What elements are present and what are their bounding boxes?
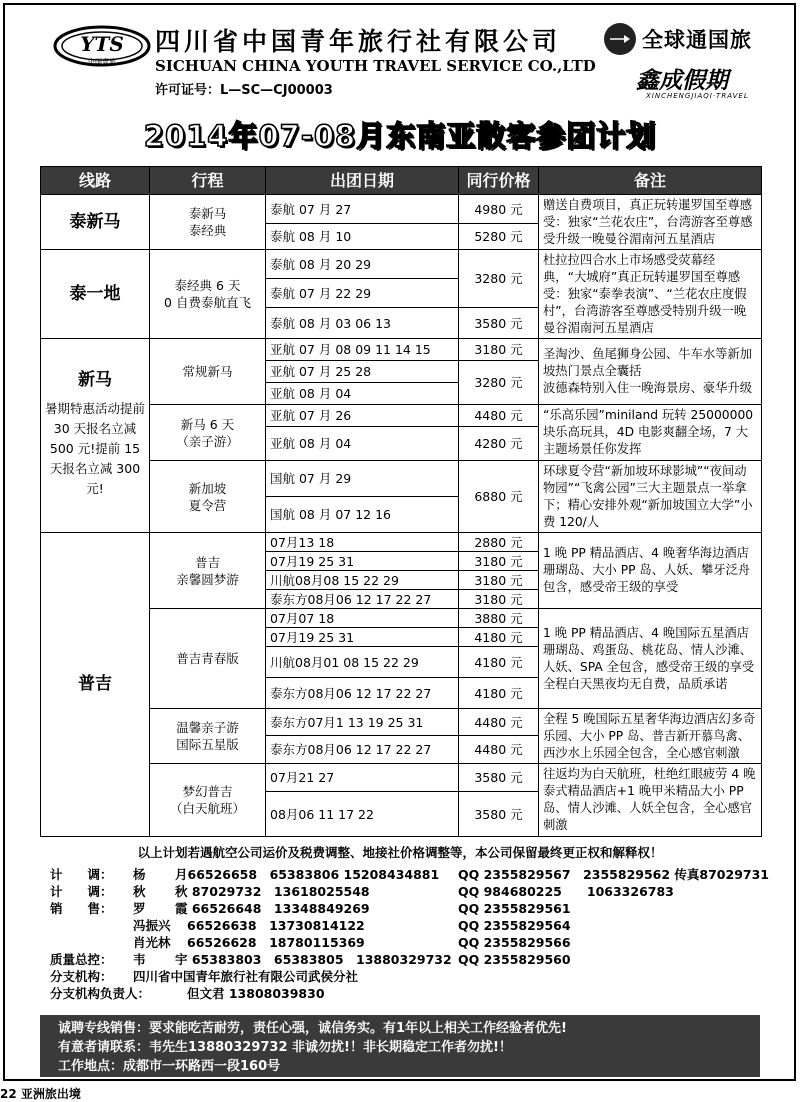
- contact-qq: QQ 2355829560: [458, 952, 571, 967]
- price-cell: 3180 元: [459, 552, 539, 571]
- note-cell: 赠送自费项目，真正玩转暹罗国至尊感受：独家“兰花农庄”，台湾游客至尊感受升级一晚曼谷湄南河五星酒店: [539, 195, 762, 250]
- note-cell: 环球夏令营“新加坡环球影城”“夜间动物园”“飞禽公园”三大主题景点一举拿下；精心安排外观“新加坡国立大学”小费 120/人: [539, 461, 762, 533]
- price-cell: 3880 元: [459, 609, 539, 628]
- price-cell: 3580 元: [459, 764, 539, 792]
- itinerary: 新加坡 夏令营: [150, 461, 266, 533]
- price-cell: 3580 元: [459, 308, 539, 339]
- table-header-row: [41, 167, 762, 195]
- note-cell: 1 晚 PP 精品酒店、4 晚国际五星酒店珊瑚岛、鸡蛋岛、桃花岛、情人沙滩、人妖、SPA 全包含，感受帝王级的享受 全程白天黑夜均无自费，品质承诺: [539, 609, 762, 709]
- page-footer: [0, 1085, 81, 1102]
- table-row: [41, 709, 762, 736]
- itinerary: 泰经典 6 天 0 自费泰航直飞: [150, 250, 266, 339]
- contact-phone: 66526628 18780115369: [187, 935, 365, 950]
- price-cell: 6880 元: [459, 461, 539, 533]
- price-cell: 4180 元: [459, 647, 539, 678]
- recruitment-banner: [40, 1015, 760, 1077]
- contact-role: 销 售：: [50, 901, 113, 916]
- page-title: [0, 114, 800, 155]
- license-number: 许可证号：L—SC—CJ00003: [155, 83, 333, 98]
- recruit-line: 诚聘专线销售：要求能吃苦耐劳，责任心强，诚信务实。有1年以上相关工作经验者优先!: [58, 1021, 567, 1036]
- promo-text: 暑期特惠活动提前 30 天报名立减 500 元!提前 15 天报名立减 300 元!: [45, 401, 146, 496]
- company-name-en: SICHUAN CHINA YOUTH TRAVEL SERVICE CO.,LTD: [155, 57, 596, 75]
- price-cell: 3580 元: [459, 792, 539, 837]
- publication-name: 亚洲旅出境: [20, 1087, 81, 1101]
- table-row: [41, 533, 762, 552]
- contact-role: 质量总控：: [50, 952, 113, 967]
- brand-xincheng-sub: XINCHENGJIAQI·TRAVEL: [646, 92, 749, 100]
- date-cell: 国航 08 月 07 12 16: [266, 497, 459, 533]
- contact-qq: QQ 2355829564: [458, 918, 571, 933]
- date-cell: 泰东方07月1 13 19 25 31: [266, 709, 459, 736]
- contact-phone: 秋 87029732 13618025548: [175, 884, 370, 899]
- date-cell: 国航 07 月 29: [266, 461, 459, 497]
- company-name-cn: 四川省中国青年旅行社有限公司: [155, 27, 562, 56]
- contact-name: 秋: [133, 884, 171, 899]
- price-cell: 5280 元: [459, 224, 539, 250]
- contact-role: 分支机构：: [50, 969, 113, 984]
- contact-name: 冯振兴: [133, 918, 171, 933]
- date-cell: 亚航 08 月 04: [266, 383, 459, 405]
- table-row: [41, 461, 762, 497]
- date-cell: 泰航 07 月 27: [266, 195, 459, 224]
- route-name: 泰一地: [41, 250, 150, 339]
- tour-plan-table: [40, 166, 762, 837]
- contact-phone: 霞 66526648 13348849269: [175, 901, 370, 916]
- table-row: [41, 764, 762, 792]
- contact-name: 韦: [133, 952, 171, 967]
- disclaimer: 以上计划若遇航空公司运价及税费调整、地接社价格调整等，本公司保留最终更正权和解释权！: [137, 845, 663, 860]
- price-cell: 4480 元: [459, 405, 539, 427]
- table-row: [41, 195, 762, 224]
- date-cell: 泰东方08月06 12 17 22 27: [266, 678, 459, 709]
- route-name: 普吉: [41, 533, 150, 837]
- date-cell: 泰东方08月06 12 17 22 27: [266, 590, 459, 609]
- contact-qq: QQ 2355829566: [458, 935, 571, 950]
- price-cell: 4280 元: [459, 427, 539, 461]
- date-cell: 亚航 07 月 08 09 11 14 15: [266, 339, 459, 361]
- price-cell: 4180 元: [459, 628, 539, 647]
- contact-role: 计 调：: [50, 867, 113, 882]
- date-cell: 泰航 08 月 10: [266, 224, 459, 250]
- arrow-globe-icon: [604, 23, 636, 55]
- date-cell: 07月19 25 31: [266, 628, 459, 647]
- note-cell: 圣淘沙、鱼尾狮身公园、牛车水等新加坡热门景点全囊括 波德森特别入住一晚海景房、豪华升级: [539, 339, 762, 405]
- contact-qq: QQ 984680225 1063326783: [458, 884, 674, 899]
- note-cell: “乐高乐园”miniland 玩转 25000000 块乐高玩具，4D 电影爽翻全场，7 大主题场景任你发挥: [539, 405, 762, 461]
- table-row: [41, 339, 762, 361]
- contact-role: 分支机构负责人：: [50, 986, 151, 1001]
- note-cell: 全程 5 晚国际五星奢华海边酒店幻多奇乐园、大小 PP 岛、普吉新开慕鸟禽、西沙水上乐园全包含，全心感官刺激: [539, 709, 762, 764]
- contact-name: 杨: [133, 867, 171, 882]
- brand-quanqiutong: [604, 22, 752, 56]
- itinerary: 梦幻普吉 （白天航班）: [150, 764, 266, 837]
- note-cell: 杜拉拉四合水上市场感受荧幕经典，“大城府”真正玩转暹罗国至尊感受：独家“泰拳表演”、“兰花农庄度假村”，台湾游客至尊感受特别升级一晚曼谷湄南河五星酒店: [539, 250, 762, 339]
- itinerary: 普吉青春版: [150, 609, 266, 709]
- date-cell: 亚航 08 月 04: [266, 427, 459, 461]
- route-name-text: 新马: [78, 370, 112, 390]
- table-row: [41, 250, 762, 279]
- brand-quanqiutong-text: 全球通国旅: [642, 28, 752, 52]
- contact-role: 计 调：: [50, 884, 113, 899]
- date-cell: 08月06 11 17 22: [266, 792, 459, 837]
- recruit-line: 有意者请联系：韦先生13880329732 非诚勿扰!！非长期稳定工作者勿扰!！: [58, 1040, 512, 1055]
- contact-detail: 但文君 13808039830: [187, 986, 325, 1001]
- contact-detail: 四川省中国青年旅行社有限公司武侯分社: [133, 969, 359, 984]
- route-name: 泰新马: [41, 195, 150, 250]
- date-cell: 泰航 08 月 03 06 13: [266, 308, 459, 339]
- header-notes: 备注: [539, 167, 762, 195]
- yts-logo: [52, 22, 152, 70]
- date-cell: 亚航 07 月 26: [266, 405, 459, 427]
- table-row: [41, 405, 762, 427]
- price-cell: 2880 元: [459, 533, 539, 552]
- price-cell: 3180 元: [459, 590, 539, 609]
- contact-qq: QQ 2355829567 2355829562 传真87029731: [458, 867, 769, 882]
- table-row: [41, 609, 762, 628]
- date-cell: 川航08月08 15 22 29: [266, 571, 459, 590]
- date-cell: 07月07 18: [266, 609, 459, 628]
- date-cell: 07月19 25 31: [266, 552, 459, 571]
- itinerary: 普吉 亲馨圆梦游: [150, 533, 266, 609]
- price-cell: 4180 元: [459, 678, 539, 709]
- date-cell: 亚航 07 月 25 28: [266, 361, 459, 383]
- date-cell: 川航08月01 08 15 22 29: [266, 647, 459, 678]
- date-cell: 泰航 07 月 22 29: [266, 279, 459, 308]
- itinerary: 泰新马 泰经典: [150, 195, 266, 250]
- date-cell: 泰航 08 月 20 29: [266, 250, 459, 279]
- price-cell: 4980 元: [459, 195, 539, 224]
- price-cell: 4480 元: [459, 736, 539, 764]
- header-itinerary: 行程: [150, 167, 266, 195]
- price-cell: 4480 元: [459, 709, 539, 736]
- header-price: 同行价格: [459, 167, 539, 195]
- route-name: [41, 339, 150, 533]
- contact-phone: 66526638 13730814122: [187, 918, 365, 933]
- page-title-text: 2014年07-08月东南亚散客参团计划: [143, 119, 657, 153]
- contact-phone: 宇 65383803 65383805 13880329732: [175, 952, 452, 967]
- logo-sub: 中国青旅: [88, 58, 116, 66]
- price-cell: 3180 元: [459, 339, 539, 361]
- logo-text: YTS: [80, 32, 124, 56]
- price-cell: 3280 元: [459, 250, 539, 308]
- itinerary: 温馨亲子游 国际五星版: [150, 709, 266, 764]
- contact-name: 罗: [133, 901, 171, 916]
- recruit-line: 工作地点：成都市一环路西一段160号: [58, 1059, 281, 1074]
- brand-xincheng: 鑫成假期: [636, 68, 728, 94]
- header-route: 线路: [41, 167, 150, 195]
- note-cell: 1 晚 PP 精品酒店、4 晚奢华海边酒店珊瑚岛、大小 PP 岛、人妖、攀牙泛舟包含，感受帝王级的享受: [539, 533, 762, 609]
- date-cell: 泰东方08月06 12 17 22 27: [266, 736, 459, 764]
- itinerary: 新马 6 天 （亲子游）: [150, 405, 266, 461]
- date-cell: 07月21 27: [266, 764, 459, 792]
- contact-qq: QQ 2355829561: [458, 901, 571, 916]
- price-cell: 3180 元: [459, 571, 539, 590]
- date-cell: 07月13 18: [266, 533, 459, 552]
- contact-name: 肖光林: [133, 935, 171, 950]
- header-dates: 出团日期: [266, 167, 459, 195]
- price-cell: 3280 元: [459, 361, 539, 405]
- note-cell: 往返均为白天航班，杜绝红眼疲劳 4 晚泰式精品酒店+1 晚甲米精品大小 PP 岛、情人沙滩、人妖全包含，全心感官刺激: [539, 764, 762, 837]
- page-number: 22: [0, 1087, 17, 1101]
- itinerary: 常规新马: [150, 339, 266, 405]
- contact-phone: 月66526658 65383806 15208434881: [175, 867, 440, 882]
